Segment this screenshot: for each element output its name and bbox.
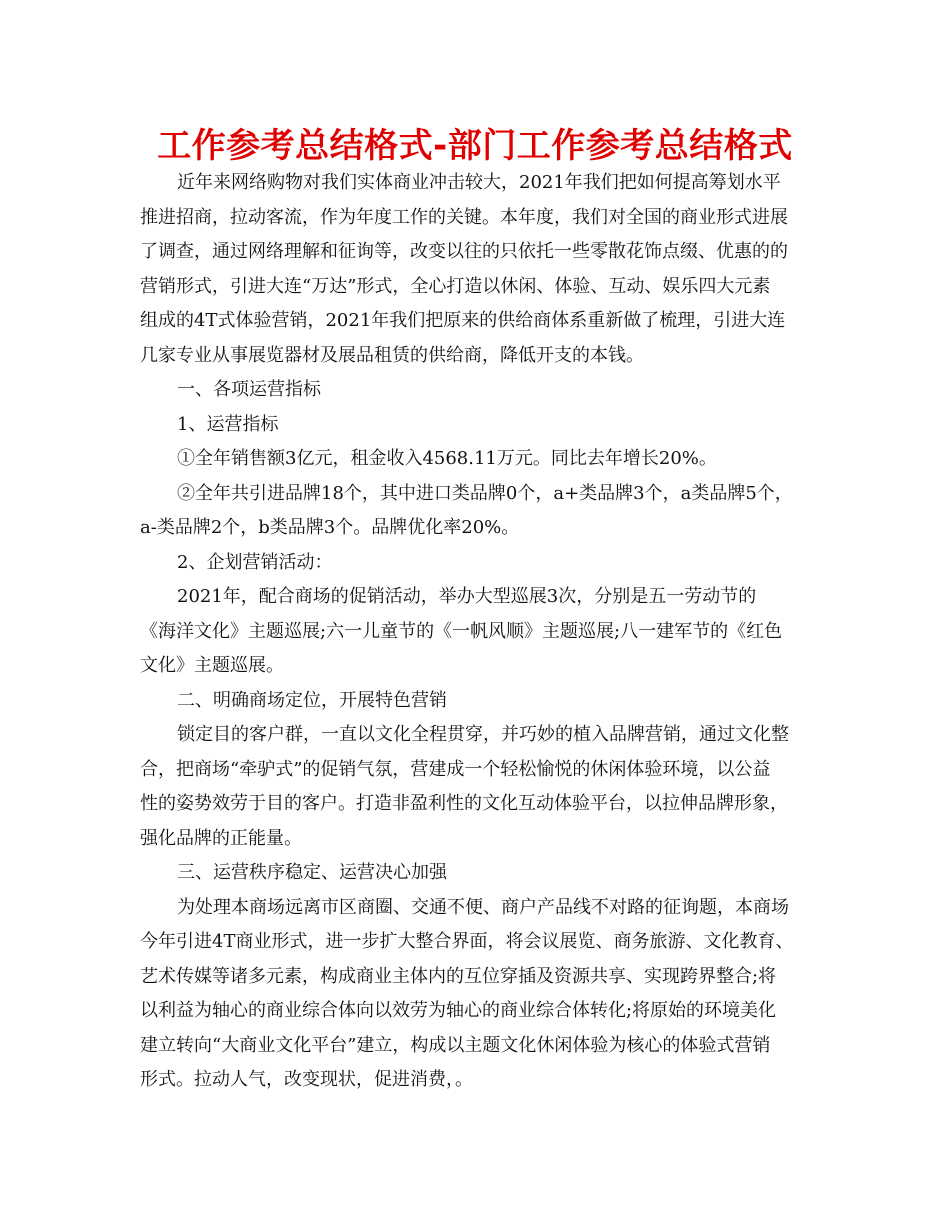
body-line: 近年来网络购物对我们实体商业冲击较大，2021年我们把如何提高筹划水平: [177, 172, 781, 193]
body-line: 性的姿势效劳于目的客户。打造非盈利性的文化互动体验平台，以拉伸品牌形象，: [140, 793, 788, 814]
body-line: 几家专业从事展览器材及展品租赁的供给商，降低开支的本钱。: [140, 344, 644, 366]
body-line: 强化品牌的正能量。: [140, 827, 302, 849]
section-heading: 三、运营秩序稳定、运营决心加强: [177, 862, 447, 883]
body-line: 营销形式，引进大连“万达”形式，全心打造以休闲、体验、互动、娱乐四大元素: [140, 275, 771, 297]
body-line: 了调查，通过网络理解和征询等，改变以往的只依托一些零散花饰点缀、优惠的的: [140, 241, 788, 262]
body-line: 2021年，配合商场的促销活动，举办大型巡展3次，分别是五一劳动节的: [177, 586, 757, 607]
body-line: 建立转向“大商业文化平台”建立，构成以主题文化休闲体验为核心的体验式营销: [140, 1034, 771, 1056]
body-line: 艺术传媒等诸多元素，构成商业主体内的互位穿插及资源共享、实现跨界整合;将: [140, 965, 777, 987]
body-line: 《海洋文化》主题巡展;六一儿童节的《一帆风顺》主题巡展;八一建军节的《红色: [140, 620, 783, 642]
body-line: ①全年销售额3亿元，租金收入4568.11万元。同比去年增长20%。: [177, 448, 717, 469]
body-line: 以利益为轴心的商业综合体向以效劳为轴心的商业综合体转化;将原始的环境美化: [140, 1000, 777, 1021]
body-line: ②全年共引进品牌18个，其中进口类品牌0个，a+类品牌3个，a类品牌5个，: [177, 482, 793, 504]
body-line: 锁定目的客户群，一直以文化全程贯穿，并巧妙的植入品牌营销，通过文化整: [177, 724, 789, 745]
body-line: 今年引进4T商业形式，进一步扩大整合界面，将会议展览、商务旅游、文化教育、: [140, 931, 794, 952]
subsection-heading: 1、运营指标: [177, 413, 279, 435]
document-body: [140, 166, 820, 1098]
body-line: 合，把商场“牵驴式”的促销气氛，营建成一个轻松愉悦的休闲体验环境，以公益: [140, 758, 771, 780]
section-heading: 二、明确商场定位，开展特色营销: [177, 689, 447, 711]
body-line: 文化》主题巡展。: [140, 655, 284, 676]
body-line: a-类品牌2个，b类品牌3个。品牌优化率20%。: [140, 517, 520, 538]
body-line: 形式。拉动人气，改变现状，促进消费，。: [140, 1069, 473, 1090]
document-title: 工作参考总结格式-部门工作参考总结格式: [157, 126, 793, 166]
body-line: 推进招商，拉动客流，作为年度工作的关键。本年度，我们对全国的商业形式进展: [140, 206, 788, 228]
body-line: 组成的4T式体验营销，2021年我们把原来的供给商体系重新做了梳理，引进大连: [140, 310, 786, 331]
body-line: 为处理本商场远离市区商圈、交通不便、商户产品线不对路的征询题，本商场: [177, 896, 789, 918]
subsection-heading: 2、企划营销活动：: [177, 551, 333, 573]
section-heading: 一、各项运营指标: [177, 379, 321, 400]
